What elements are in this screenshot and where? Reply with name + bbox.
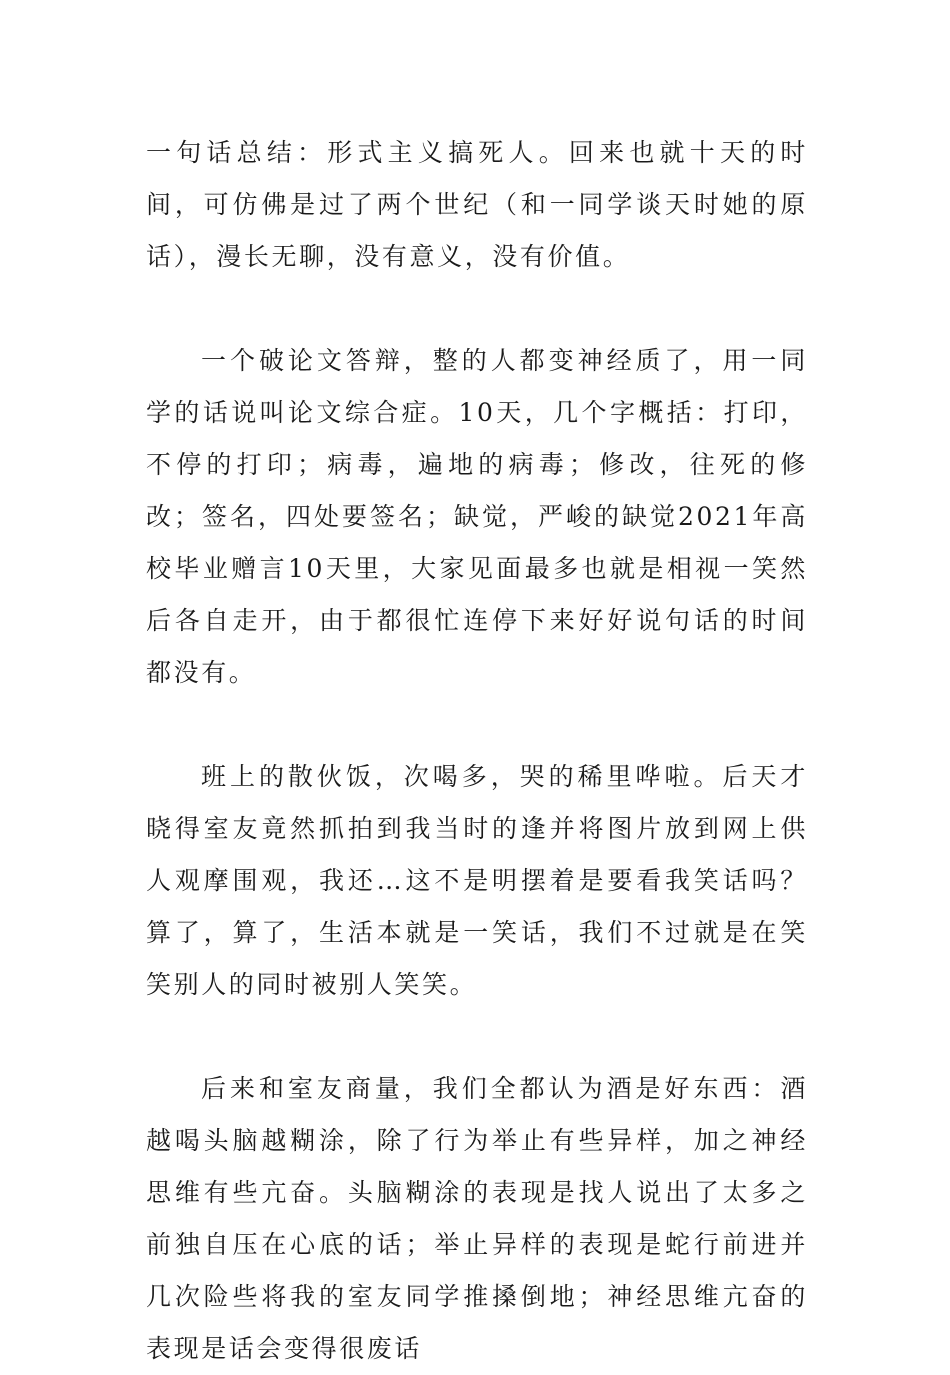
document-body xyxy=(146,127,808,1375)
paragraph-4: 后来和室友商量，我们全都认为酒是好东西：酒越喝头脑越糊涂，除了行为举止有些异样，加之神经思维有些亢奋。头脑糊涂的表现是找人说出了太多之前独自压在心底的话；举止异样的表现是蛇行前进并几次险些将我的室友同学推搡倒地；神经思维亢奋的表现是话会变得很废话 xyxy=(146,1074,808,1363)
paragraph-1: 一句话总结：形式主义搞死人。回来也就十天的时间，可仿佛是过了两个世纪（和一同学谈天时她的原话），漫长无聊，没有意义，没有价值。 xyxy=(146,138,808,271)
paragraph-2: 一个破论文答辩，整的人都变神经质了，用一同学的话说叫论文综合症。10天，几个字概括：打印，不停的打印；病毒，遍地的病毒；修改，往死的修改；签名，四处要签名；缺觉，严峻的缺觉2021年高校毕业赠言10天里，大家见面最多也就是相视一笑然后各自走开，由于都很忙连停下来好好说句话的时间都没有。 xyxy=(146,346,808,687)
paragraph-3: 班上的散伙饭，次喝多，哭的稀里哗啦。后天才晓得室友竟然抓拍到我当时的逢并将图片放到网上供人观摩围观，我还…这不是明摆着是要看我笑话吗？算了，算了，生活本就是一笑话，我们不过就是在笑笑别人的同时被别人笑笑。 xyxy=(146,762,808,999)
